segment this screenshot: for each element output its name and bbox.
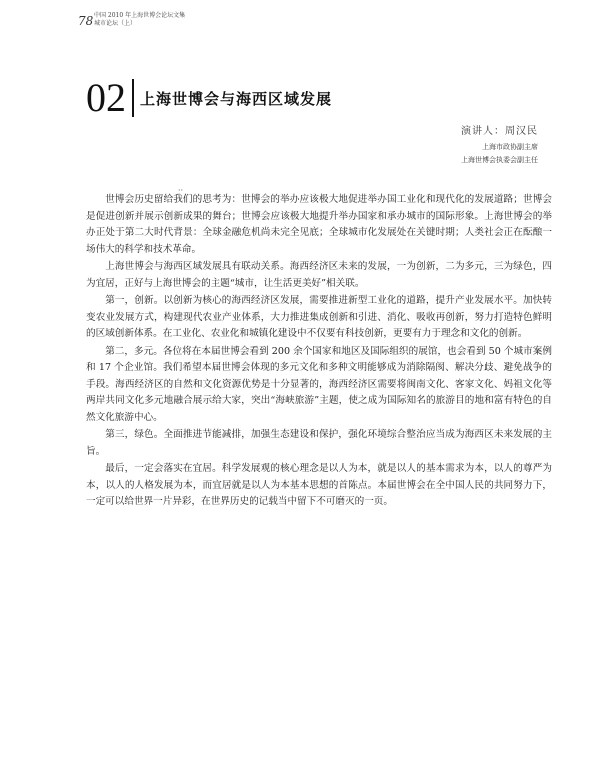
- paragraph: 第三，绿色。全面推进节能减排，加强生态建设和保护，强化环境综合整治应当成为海西区未来发展的主旨。: [86, 429, 552, 457]
- margin-mark: ··: [178, 186, 184, 195]
- paragraph: 第一，创新。以创新为核心的海西经济区发展，需要推进新型工业化的道路，提升产业发展水平。加快转变农业发展方式，构建现代农业产业体系，大力推进集成创新和引进、消化、吸收再创新，努力打造特色鲜明的区域创新体系。在工业化、农业化和城镇化建设中不仅要有科技创新，更要有力于理念和文化的创新。: [86, 295, 552, 339]
- paragraph: 上海世博会与海西区域发展具有联动关系。海西经济区未来的发展，一为创新，二为多元，三为绿色，四为宜居，正好与上海世博会的主题“城市，让生活更美好”相关联。: [86, 261, 552, 289]
- paragraph: 世博会历史留给我们的思考为：世博会的举办应该极大地促进举办国工业化和现代化的发展道路；世博会是促进创新并展示创新成果的舞台；世博会应该极大地提升举办国家和承办城市的国际形象。上海世博会的举办正处于第二大时代背景：全球金融危机尚未完全见底；全球城市化发展处在关键时期；人类社会正在酝酿一场伟大的科学和技术革命。: [86, 194, 552, 255]
- speaker-role-2: 上海世博会执委会副主任: [461, 156, 538, 164]
- chapter-title: 上海世博会与海西区域发展: [140, 89, 333, 108]
- chapter-heading: [86, 75, 333, 120]
- speaker-role-1: 上海市政协副主席: [482, 143, 538, 151]
- page-number: 78: [78, 14, 94, 28]
- chapter-number: 02: [86, 75, 126, 120]
- series-line-1: 中国 2010 年上海世博会论坛文集: [94, 12, 186, 19]
- series-line-2: 城市论坛（上）: [94, 20, 137, 27]
- article-body: [86, 192, 552, 511]
- paragraph: 第二，多元。各位将在本届世博会看到 200 余个国家和地区及国际组织的展馆，也会看到 50 个城市案例和 17 个企业馆。我们希望本届世博会体现的多元文化和多种文明能够成为消除隔阂、解决分歧、避免战争的手段。海西经济区的自然和文化资源优势是十分显著的，海西经济区需要将闽南文化、客家文化、妈祖文化等两岸共同文化多元地融合展示给大家，突出“海峡旅游”主题，使之成为国际知名的旅游目的地和富有特色的自然文化旅游中心。: [86, 345, 552, 423]
- paragraph: 最后，一定会落实在宜居。科学发展观的核心理念是以人为本，就是以人的基本需求为本，以人的尊严为本，以人的人格发展为本，而宜居就是以人为本基本思想的首陈点。本届世博会在全中国人民的共同努力下，一定可以给世界一片异彩，在世界历史的记载当中留下不可磨灭的一页。: [86, 463, 552, 507]
- speaker-name: 演讲人：周汉民: [461, 126, 538, 137]
- title-divider: [132, 79, 134, 117]
- series-title: [94, 12, 185, 28]
